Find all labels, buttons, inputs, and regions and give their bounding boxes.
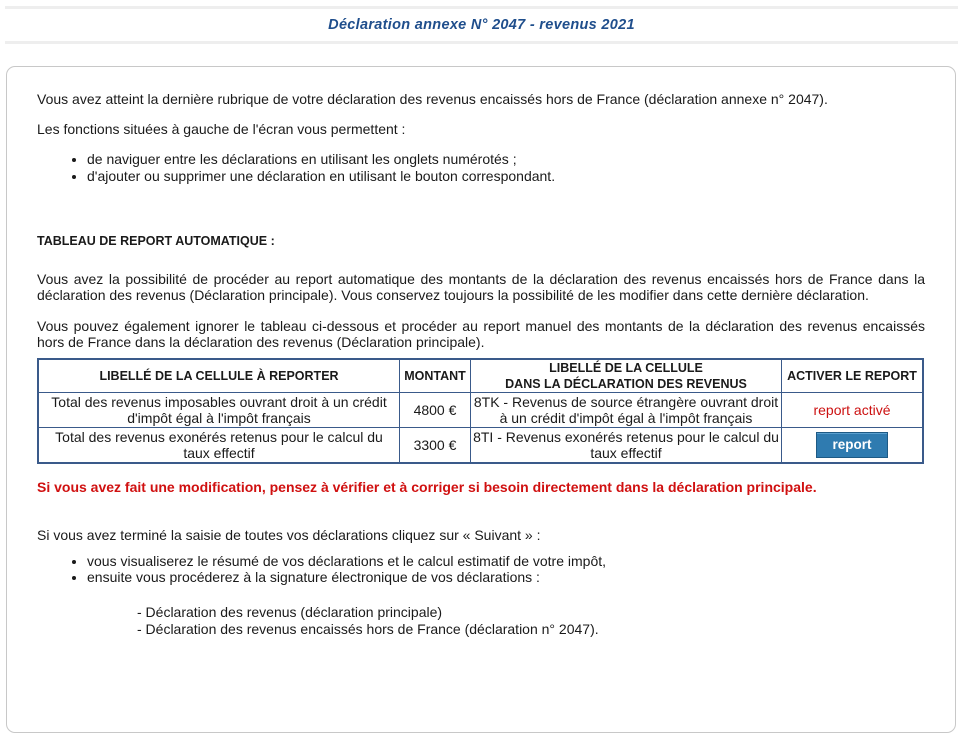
cell-amount: 3300 € xyxy=(400,427,471,463)
report-activated-status: report activé xyxy=(813,401,891,418)
finish-instructions: Si vous avez terminé la saisie de toutes vos déclarations cliquez sur « Suivant » : xyxy=(37,527,541,543)
cell-action xyxy=(782,427,924,463)
table-header-row xyxy=(38,359,923,393)
column-header-activate: ACTIVER LE REPORT xyxy=(782,359,924,393)
page-title: Déclaration annexe N° 2047 - revenus 2021 xyxy=(328,17,635,33)
page-header xyxy=(5,6,958,44)
column-header-amount: MONTANT xyxy=(400,359,471,393)
report-manual-description: Vous pouvez également ignorer le tableau ci-dessous et procéder au report manuel des montants de la déclaration des revenus encaissés hors de France dans la déclaration des revenus (Déclaration principale). xyxy=(37,317,925,350)
cell-label: Total des revenus exonérés retenus pour le calcul du taux effectif xyxy=(38,427,400,463)
cell-label: Total des revenus imposables ouvrant droit à un crédit d'impôt égal à l'impôt français xyxy=(38,392,400,427)
list-item: - Déclaration des revenus encaissés hors de France (déclaration n° 2047). xyxy=(137,620,599,637)
cell-target: 8TK - Revenus de source étrangère ouvrant droit à un crédit d'impôt égal à l'impôt français xyxy=(471,392,782,427)
column-header-target-line2: DANS LA DÉCLARATION DES REVENUS xyxy=(505,376,747,391)
content-panel xyxy=(6,66,956,733)
list-item: • d'ajouter ou supprimer une déclaration en utilisant le bouton correspondant. xyxy=(87,168,925,185)
intro-bullet-list xyxy=(37,151,925,184)
declarations-sublist xyxy=(37,604,925,638)
report-table xyxy=(37,358,924,464)
modification-warning: Si vous avez fait une modification, pensez à vérifier et à corriger si besoin directement dans la déclaration principale. xyxy=(37,478,817,495)
column-header-target-line1: LIBELLÉ DE LA CELLULE xyxy=(549,360,703,375)
column-header-target xyxy=(471,359,782,393)
list-item: • ensuite vous procéderez à la signature électronique de vos déclarations : xyxy=(87,569,925,586)
intro-functions-text: Les fonctions situées à gauche de l'écran vous permettent : xyxy=(37,120,406,137)
list-item: - Déclaration des revenus (déclaration principale) xyxy=(137,603,443,620)
table-row xyxy=(38,427,923,463)
cell-amount: 4800 € xyxy=(400,392,471,427)
report-section-heading: TABLEAU DE REPORT AUTOMATIQUE : xyxy=(37,234,275,248)
report-description: Vous avez la possibilité de procéder au report automatique des montants de la déclaration des revenus encaissés hors de France dans la déclaration des revenus (Déclaration principale). Vous conservez toujours la possibilité de les modifier dans cette dernière déclaration. xyxy=(37,270,925,303)
column-header-label: LIBELLÉ DE LA CELLULE À REPORTER xyxy=(38,359,400,393)
cell-target: 8TI - Revenus exonérés retenus pour le calcul du taux effectif xyxy=(471,427,782,463)
list-item: • vous visualiserez le résumé de vos déclarations et le calcul estimatif de votre impôt, xyxy=(87,553,925,570)
report-button[interactable]: report xyxy=(816,432,888,458)
list-item: • de naviguer entre les déclarations en utilisant les onglets numérotés ; xyxy=(87,151,925,168)
table-row xyxy=(38,392,923,427)
cell-status xyxy=(782,392,924,427)
finish-bullet-list xyxy=(37,553,925,586)
intro-text: Vous avez atteint la dernière rubrique de votre déclaration des revenus encaissés hors de France (déclaration annexe n° 2047). xyxy=(37,91,828,107)
content-body xyxy=(37,91,925,638)
